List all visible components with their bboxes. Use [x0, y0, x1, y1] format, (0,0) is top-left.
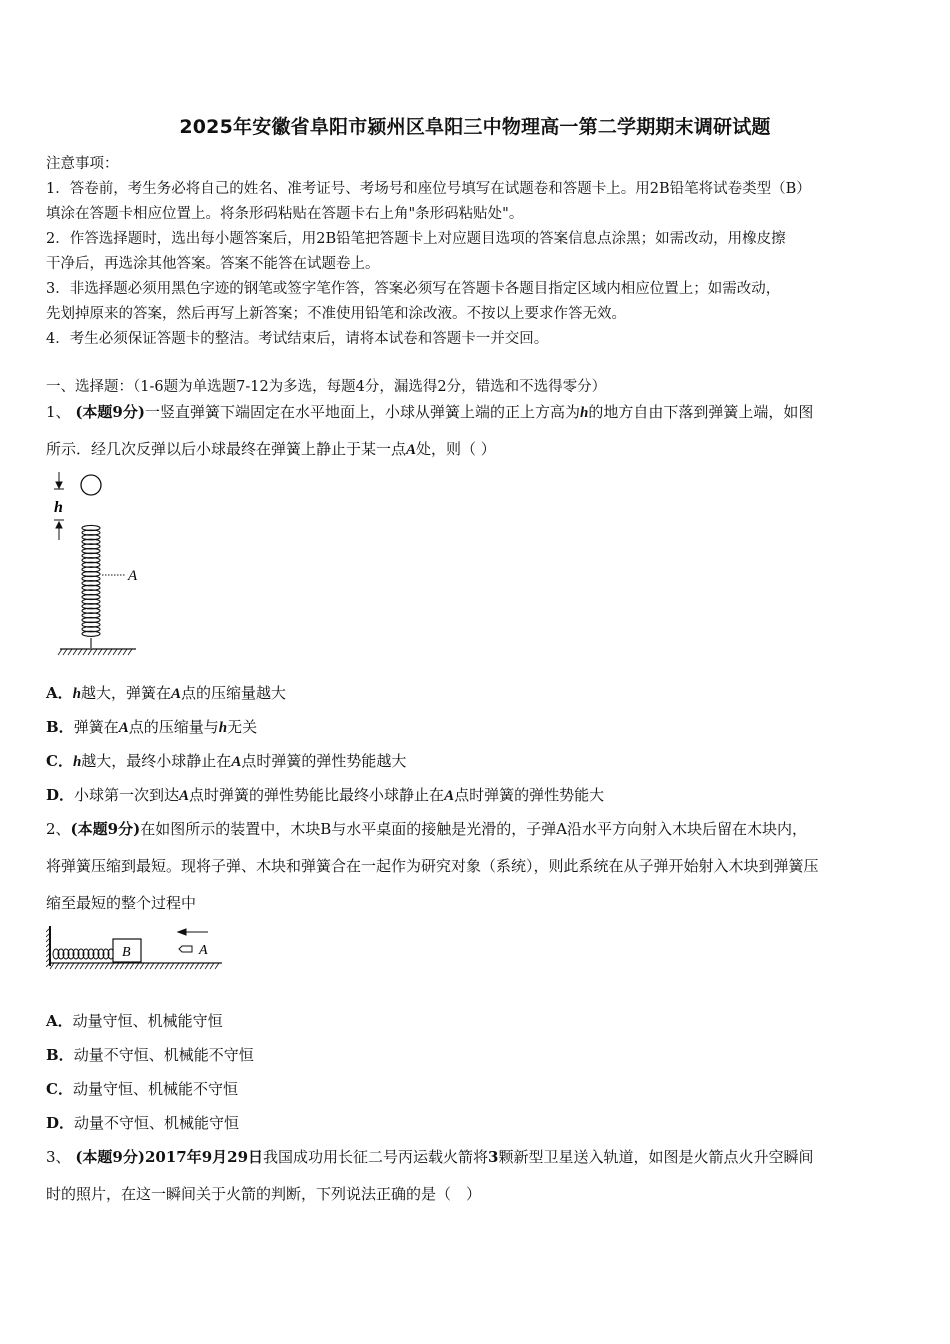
- q3-text-2: 颗新型卫星送入轨道，如图是火箭点火升空瞬间: [498, 1148, 814, 1166]
- q1-option-d-mid: 点时弹簧的弹性势能比最终小球静止在: [189, 786, 445, 804]
- q1-option-a-post: 点的压缩量越大: [181, 684, 287, 702]
- q1-option-d-pre: 小球第一次到达: [74, 786, 180, 804]
- hatch-mark: [150, 963, 154, 969]
- hatch-mark: [85, 963, 89, 969]
- hatch-mark: [78, 649, 82, 655]
- hatch-mark: [95, 963, 99, 969]
- hatch-mark: [130, 963, 134, 969]
- hatch-mark: [55, 963, 59, 969]
- hatch-mark: [105, 963, 109, 969]
- hatch-mark: [60, 963, 64, 969]
- q2-line-3: 缩至最短的整个过程中: [46, 894, 197, 912]
- q1-option-b-var2: h: [218, 720, 228, 736]
- q2-option-d-label: D．: [46, 1114, 75, 1132]
- q2-bullet-A: [179, 946, 192, 952]
- notice-line-3: 2．作答选择题时，选出每小题答案后，用2B铅笔把答题卡上对应题目选项的答案信息点涂黑；如需改动，用橡皮擦: [46, 231, 786, 247]
- q1-option-b-mid: 点的压缩量与: [128, 718, 219, 736]
- q3-line-1: [46, 1146, 814, 1167]
- q1-var-h: h: [579, 405, 589, 421]
- q1-text-1: 一竖直弹簧下端固定在水平地面上，小球从弹簧上端的正上方高为: [144, 403, 580, 421]
- q1-option-c-var2: A: [231, 754, 242, 770]
- hatch-mark: [75, 963, 79, 969]
- hatch-mark: [165, 963, 169, 969]
- hatch-mark: [100, 963, 104, 969]
- q2-number: 2、: [46, 820, 71, 838]
- q1-option-d-post: 点时弹簧的弹性势能大: [454, 786, 605, 804]
- q1-spring-coils: [82, 525, 100, 636]
- q2-block-figure: [46, 924, 226, 974]
- section-heading: 一、选择题：（1-6题为单选题7-12为多选，每题4分，漏选得2分，错选和不选得零分）: [46, 379, 607, 395]
- q2-bullet-label: A: [199, 943, 208, 958]
- notice-line-5: 3．非选择题必须用黑色字迹的钢笔或签字笔作答，答案必须写在答题卡各题目指定区域内相应位置上；如需改动，: [46, 281, 781, 297]
- q3-text-1: 我国成功用长征二号丙运载火箭将: [263, 1148, 489, 1166]
- q1-ball: [81, 475, 101, 495]
- hatch-mark: [58, 649, 62, 655]
- hatch-mark: [195, 963, 199, 969]
- q1-text-2: 的地方自由下落到弹簧上端，如图: [588, 403, 814, 421]
- q1-option-a-label: A．: [46, 684, 73, 702]
- hatch-mark: [83, 649, 87, 655]
- q1-option-c-label: C．: [46, 752, 73, 770]
- q1-option-d-var2: A: [444, 788, 455, 804]
- hatch-mark: [125, 963, 129, 969]
- q1-option-c-mid: 越大，最终小球静止在: [81, 752, 232, 770]
- hatch-mark: [140, 963, 144, 969]
- hatch-mark: [73, 649, 77, 655]
- hatch-mark: [135, 963, 139, 969]
- q1-option-c-post: 点时弹簧的弹性势能越大: [241, 752, 407, 770]
- q1-option-c: [46, 750, 406, 771]
- hatch-mark: [170, 963, 174, 969]
- q1-figure-A-label: A: [128, 568, 138, 584]
- q1-option-a-var2: A: [171, 686, 182, 702]
- q2-option-a-text: 动量守恒、机械能守恒: [72, 1012, 223, 1030]
- q3-count: 3: [488, 1148, 499, 1166]
- hatch-mark: [65, 963, 69, 969]
- notice-heading: 注意事项：: [46, 156, 119, 172]
- q2-line-2: 将弹簧压缩到最短。现将子弹、木块和弹簧合在一起作为研究对象（系统），则此系统在从子弹开始射入木块到弹簧压: [46, 857, 819, 875]
- hatch-mark: [88, 649, 92, 655]
- q2-option-a: [46, 1010, 223, 1031]
- q1-option-a-mid: 越大，弹簧在: [80, 684, 171, 702]
- notice-line-4: 干净后，再选涂其他答案。答案不能答在试题卷上。: [46, 256, 380, 272]
- hatch-mark: [205, 963, 209, 969]
- hatch-mark: [145, 963, 149, 969]
- hatch-mark: [68, 649, 72, 655]
- notice-line-7: 4．考生必须保证答题卡的整洁。考试结束后，请将本试卷和答题卡一并交回。: [46, 331, 549, 347]
- hatch-mark: [80, 963, 84, 969]
- q2-option-b-label: B．: [46, 1046, 74, 1064]
- q3-line-2: 时的照片，在这一瞬间关于火箭的判断，下列说法正确的是（ ）: [46, 1185, 482, 1203]
- hatch-mark: [190, 963, 194, 969]
- q1-option-d-label: D．: [46, 786, 75, 804]
- q1-score: (本题9分): [75, 403, 145, 421]
- q1-option-b-var: A: [118, 720, 129, 736]
- hatch-mark: [98, 649, 102, 655]
- hatch-mark: [215, 963, 219, 969]
- q2-option-c: [46, 1078, 238, 1099]
- hatch-mark: [175, 963, 179, 969]
- q2-velocity-arrow: [178, 929, 208, 935]
- hatch-mark: [115, 963, 119, 969]
- notice-line-1: 1．答卷前，考生务必将自己的姓名、准考证号、考场号和座位号填写在试题卷和答题卡上。用2B铅笔将试卷类型（B）: [46, 181, 811, 197]
- q2-option-b-text: 动量不守恒、机械能不守恒: [73, 1046, 254, 1064]
- q1-line2-a: 所示．经几次反弹以后小球最终在弹簧上静止于某一点: [46, 440, 407, 458]
- q1-option-b: [46, 716, 257, 737]
- hatch-mark: [70, 963, 74, 969]
- q1-number: 1、: [46, 403, 71, 421]
- hatch-mark: [128, 649, 132, 655]
- page-title: 2025年安徽省阜阳市颍州区阜阳三中物理高一第二学期期末调研试题: [179, 116, 771, 138]
- q1-option-c-var: h: [72, 754, 82, 770]
- q2-option-c-label: C．: [46, 1080, 73, 1098]
- q2-option-c-text: 动量守恒、机械能不守恒: [72, 1080, 238, 1098]
- q2-line-1: [46, 818, 807, 839]
- q1-option-a-var: h: [72, 686, 81, 702]
- q2-score: (本题9分): [70, 820, 141, 838]
- q2-option-d: [46, 1112, 239, 1133]
- q1-option-b-post: 无关: [227, 718, 258, 736]
- hatch-mark: [93, 649, 97, 655]
- hatch-mark: [103, 649, 107, 655]
- q3-score: (本题9分): [75, 1148, 145, 1166]
- q2-option-b: [46, 1044, 254, 1065]
- notice-line-2: 填涂在答题卡相应位置上。将条形码粘贴在答题卡右上角"条形码粘贴处"。: [46, 206, 524, 222]
- hatch-mark: [90, 963, 94, 969]
- q1-option-d: [46, 784, 604, 805]
- hatch-mark: [118, 649, 122, 655]
- q1-ground-hatch: [58, 649, 132, 655]
- q1-line-2: [46, 438, 496, 459]
- q3-number: 3、: [46, 1148, 71, 1166]
- hatch-mark: [210, 963, 214, 969]
- q1-option-d-var: A: [179, 788, 190, 804]
- notice-line-6: 先划掉原来的答案，然后再写上新答案；不准使用铅笔和涂改液。不按以上要求作答无效。: [46, 306, 626, 322]
- hatch-mark: [110, 963, 114, 969]
- hatch-mark: [120, 963, 124, 969]
- hatch-mark: [155, 963, 159, 969]
- q1-option-a: [46, 682, 286, 703]
- hatch-mark: [63, 649, 67, 655]
- hatch-mark: [108, 649, 112, 655]
- hatch-mark: [160, 963, 164, 969]
- q2-table-hatch: [50, 963, 219, 969]
- q1-spring-figure: [46, 468, 166, 658]
- q1-option-b-pre: 弹簧在: [73, 718, 119, 736]
- q1-option-b-label: B．: [46, 718, 74, 736]
- q1-line-1: [46, 401, 813, 422]
- q2-spring-coils: [53, 949, 114, 959]
- q1-figure-h-label: h: [54, 499, 63, 516]
- q1-line2-b: 处，则（ ）: [416, 440, 496, 458]
- q2-block-label: B: [122, 945, 131, 960]
- q2-option-a-label: A．: [46, 1012, 73, 1030]
- hatch-mark: [185, 963, 189, 969]
- q1-var-A: A: [406, 442, 417, 458]
- q2-text-1: 在如图所示的装置中，木块B与水平桌面的接触是光滑的，子弹A沿水平方向射入木块后留在木块内，: [140, 820, 808, 838]
- q3-date: 2017年9月29日: [144, 1148, 264, 1166]
- hatch-mark: [200, 963, 204, 969]
- hatch-mark: [123, 649, 127, 655]
- q2-option-d-text: 动量不守恒、机械能守恒: [74, 1114, 240, 1132]
- hatch-mark: [113, 649, 117, 655]
- hatch-mark: [180, 963, 184, 969]
